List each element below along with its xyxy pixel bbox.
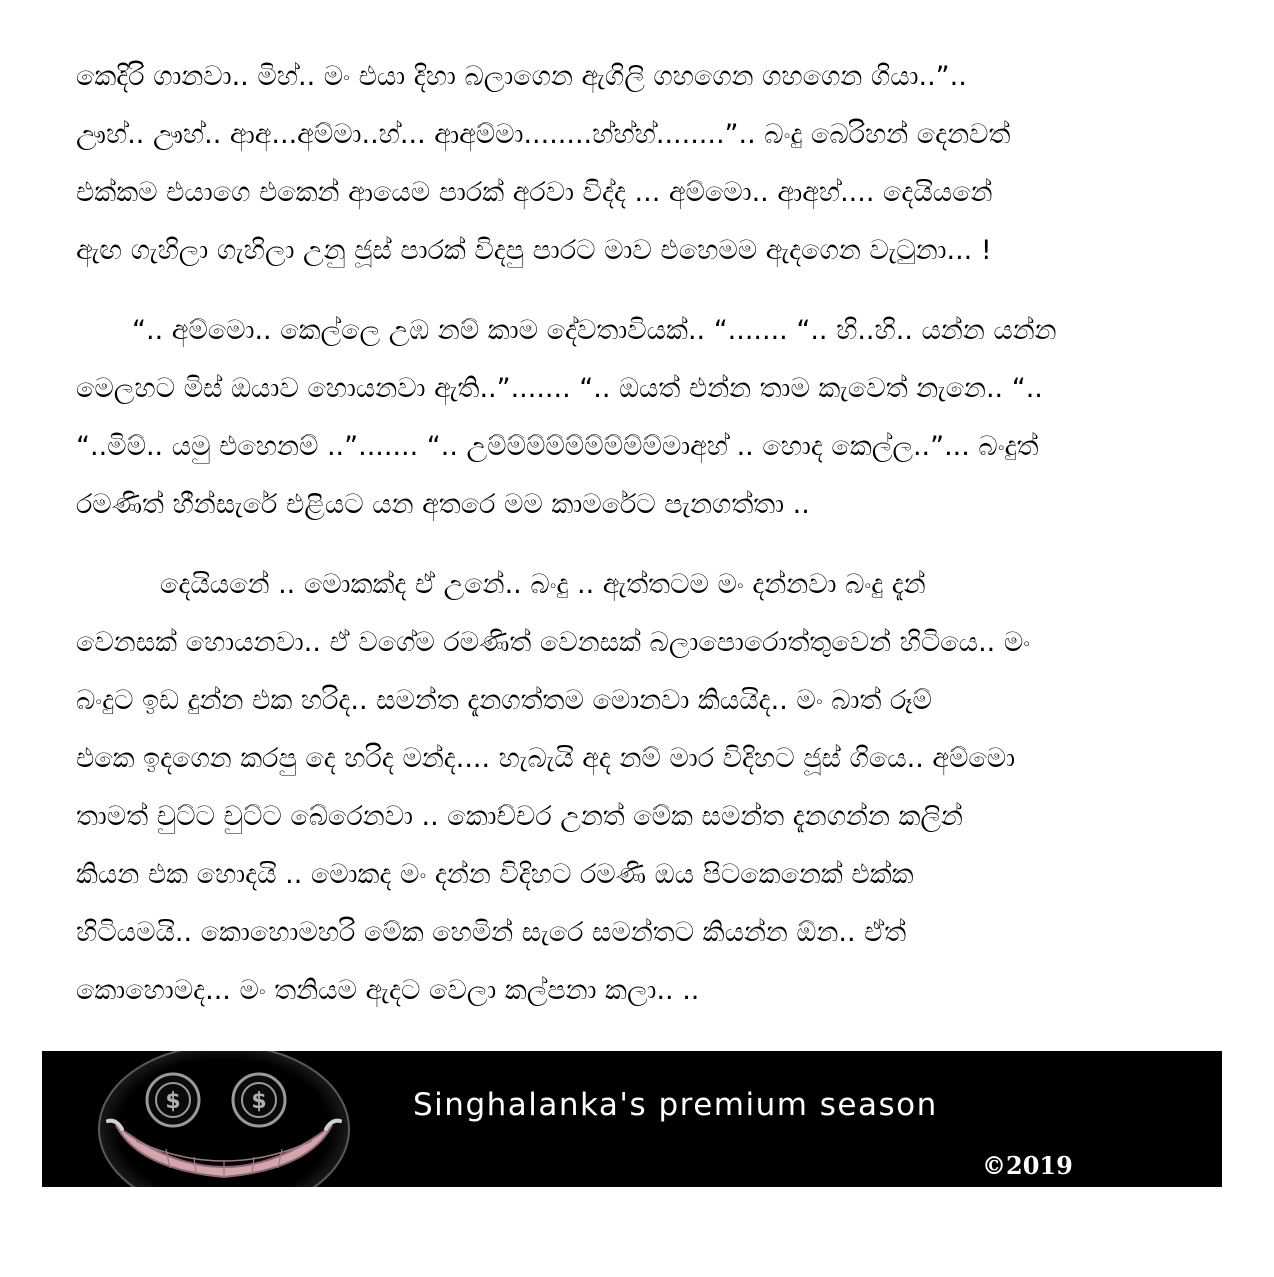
paragraph-3 (76, 556, 1206, 1020)
text-line: තාමත් චුට්ට චුට්ට බේරෙනවා .. කොච්චර උනත් මේක සමන්ත දැනගන්න කලින් (76, 801, 963, 832)
banner-title: Singhalanka's premium season (413, 1087, 938, 1123)
text-line: කොහොමද... මං තනියම ඇදට වෙලා කල්පනා කලා.. .. (76, 975, 700, 1006)
text-line: වෙනසක් හොයනවා.. ඒ වගේම රමණිත් වෙනසක් බලාපොරොත්තුවෙන් හිටියෙ.. මං (76, 627, 1031, 658)
document-body (76, 48, 1206, 1020)
text-line: මෙලහට මිස් ඔයාව හොයනවා ඇති..”....... “.. ඔයත් එන්න තාම කැවෙත් නැනෙ.. “.. (76, 373, 1043, 404)
text-line: ඇඟ ගැහිලා ගැහිලා උනු ජූස් පාරක් විදපු පාරට මාව එහෙමම ඇදගෙන වැටුනා... ! (76, 235, 992, 266)
grinning-face-dollar-eyes-icon (96, 1051, 356, 1187)
copyright-year: ©2019 (982, 1151, 1073, 1180)
footer-banner (42, 1051, 1222, 1187)
svg-text:$: $ (251, 1089, 267, 1114)
text-line: “..මිම්.. යමු එහෙනම් ..”....... “.. උම්ම්ම්ම්ම්ම්ම්ම්ම්මාඅහ් .. හොද කෙල්ල..”... බංදුත් (76, 431, 1039, 462)
text-line: බංදුට ඉඩ දුන්න එක හරිද.. සමන්ත දැනගත්තම මොනවා කියයිද.. මං බාත් රූම් (76, 685, 932, 716)
text-line: හිටියමයි.. කොහොමහරි මේක හෙමින් සැරෙ සමන්තට කියන්න ඕන.. ඒත් (76, 917, 907, 948)
text-line: “.. අම්මො.. කෙල්ලෙ උඹ නම් කාම දේවතාවියක්.. “....... “.. හි..හි.. යන්න යන්න (132, 315, 1057, 346)
svg-text:$: $ (165, 1089, 181, 1114)
text-line: දෙයියනේ .. මොකක්ද ඒ උනේ.. බංදු .. ඇත්තටම මං දන්නවා බංදු දැන් (160, 569, 926, 600)
text-line: එකෙ ඉදගෙන කරපු දෙ හරිද මන්ද.... හැබැයි අද නම් මාර විදිහට ජූස් ගියෙ.. අම්මො (76, 743, 1016, 774)
text-line: රමණිත් හීන්සැරේ එළියට යන අතරෙ මම කාමරේට පැනගත්තා .. (76, 489, 810, 520)
paragraph-2 (76, 302, 1206, 534)
paragraph-1 (76, 48, 1206, 280)
text-line: එක්කම එයාගෙ එකෙන් ආයෙම පාරක් අරවා විද්ද ... අම්මො.. ආඅහ්.... දෙයියනේ (76, 177, 993, 208)
text-line: කියන එක හොදයි .. මොකද මං දන්න විදිහට රමණි ඔය පිටකෙනෙක් එක්ක (76, 859, 914, 890)
text-line: කෙදිරි ගානවා.. මිහ්.. මං එයා දිහා බලාගෙන ඇගිලි ගහගෙන ගහගෙන ගියා..”.. (76, 61, 967, 92)
text-line: ඌහ්.. ඌහ්.. ආඅ...අම්මා..හ්... ආඅම්මා........හ්හ්හ්........”.. බංදු බෙරිහන් දෙනවත් (76, 119, 1011, 150)
